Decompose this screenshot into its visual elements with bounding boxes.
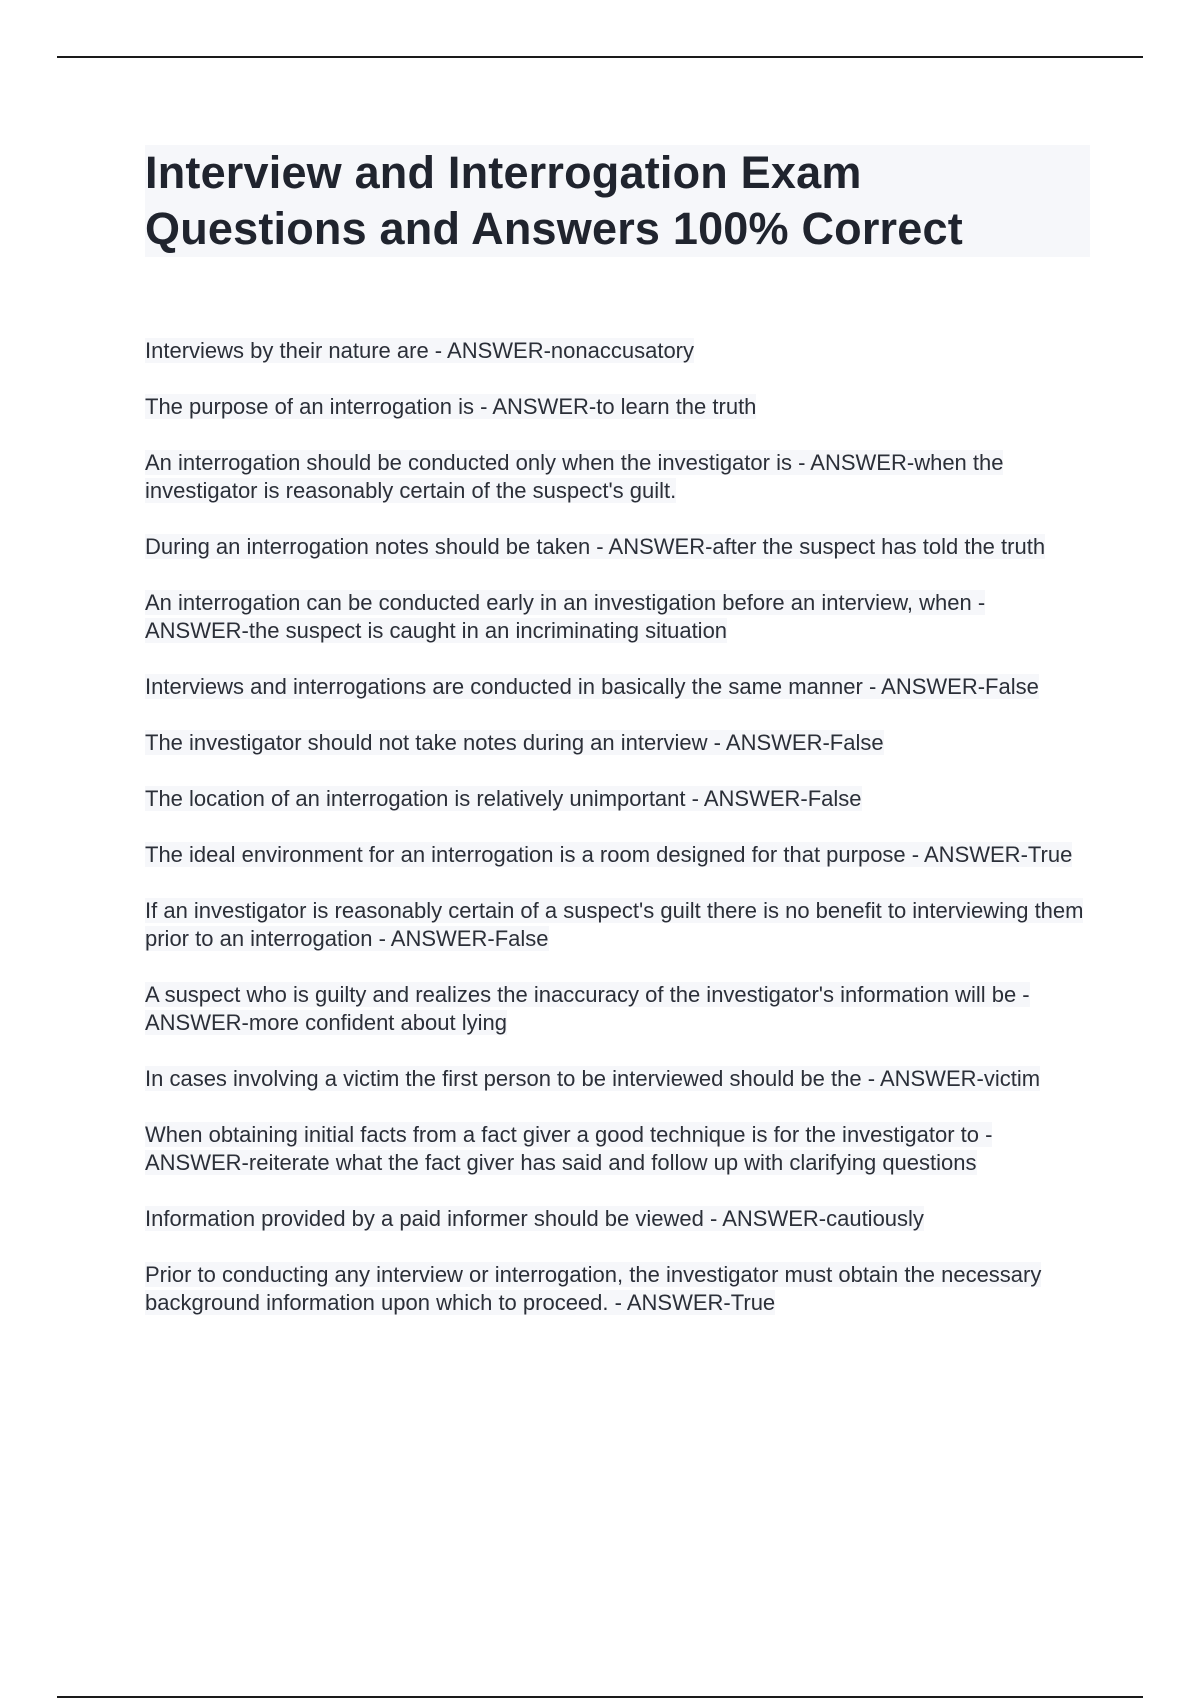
page-title-line-2: Questions and Answers 100% Correct	[145, 203, 963, 254]
qa-item	[145, 533, 1090, 561]
qa-item	[145, 1065, 1090, 1093]
qa-item	[145, 449, 1090, 505]
bottom-rule	[57, 1696, 1143, 1698]
qa-item	[145, 981, 1090, 1037]
qa-item	[145, 673, 1090, 701]
qa-text: The ideal environment for an interrogation is a room designed for that purpose - ANSWER-True	[145, 842, 1073, 867]
qa-item	[145, 1205, 1090, 1233]
qa-item	[145, 1261, 1090, 1317]
title-block	[145, 145, 1090, 257]
top-rule	[57, 56, 1143, 58]
qa-text: In cases involving a victim the first person to be interviewed should be the - ANSWER-victim	[145, 1066, 1041, 1091]
qa-item	[145, 589, 1090, 645]
qa-text: Information provided by a paid informer should be viewed - ANSWER-cautiously	[145, 1206, 924, 1231]
qa-text: The location of an interrogation is relatively unimportant - ANSWER-False	[145, 786, 862, 811]
qa-text: When obtaining initial facts from a fact giver a good technique is for the investigator to - ANSWER-reiterate what the fact giver has said and follow up with clarifying questions	[145, 1122, 993, 1175]
qa-text: An interrogation should be conducted only when the investigator is - ANSWER-when the investigator is reasonably certain of the suspect's guilt.	[145, 450, 1004, 503]
qa-item	[145, 841, 1090, 869]
qa-text: Interviews and interrogations are conducted in basically the same manner - ANSWER-False	[145, 674, 1039, 699]
qa-item	[145, 897, 1090, 953]
qa-item	[145, 1121, 1090, 1177]
qa-text: Prior to conducting any interview or interrogation, the investigator must obtain the necessary background information upon which to proceed. - ANSWER-True	[145, 1262, 1042, 1315]
page-title-line-1: Interview and Interrogation Exam	[145, 147, 862, 198]
qa-text: The purpose of an interrogation is - ANSWER-to learn the truth	[145, 394, 757, 419]
qa-text: A suspect who is guilty and realizes the inaccuracy of the investigator's information will be - ANSWER-more confident about lying	[145, 982, 1030, 1035]
page-title	[145, 145, 1090, 257]
qa-text: The investigator should not take notes during an interview - ANSWER-False	[145, 730, 884, 755]
qa-list	[145, 337, 1090, 1345]
qa-text: During an interrogation notes should be taken - ANSWER-after the suspect has told the truth	[145, 534, 1046, 559]
qa-item	[145, 337, 1090, 365]
qa-item	[145, 393, 1090, 421]
qa-item	[145, 785, 1090, 813]
qa-text: If an investigator is reasonably certain of a suspect's guilt there is no benefit to interviewing them prior to an interrogation - ANSWER-False	[145, 898, 1084, 951]
qa-item	[145, 729, 1090, 757]
qa-text: An interrogation can be conducted early in an investigation before an interview, when - ANSWER-the suspect is caught in an incriminating situation	[145, 590, 986, 643]
qa-text: Interviews by their nature are - ANSWER-nonaccusatory	[145, 338, 695, 363]
